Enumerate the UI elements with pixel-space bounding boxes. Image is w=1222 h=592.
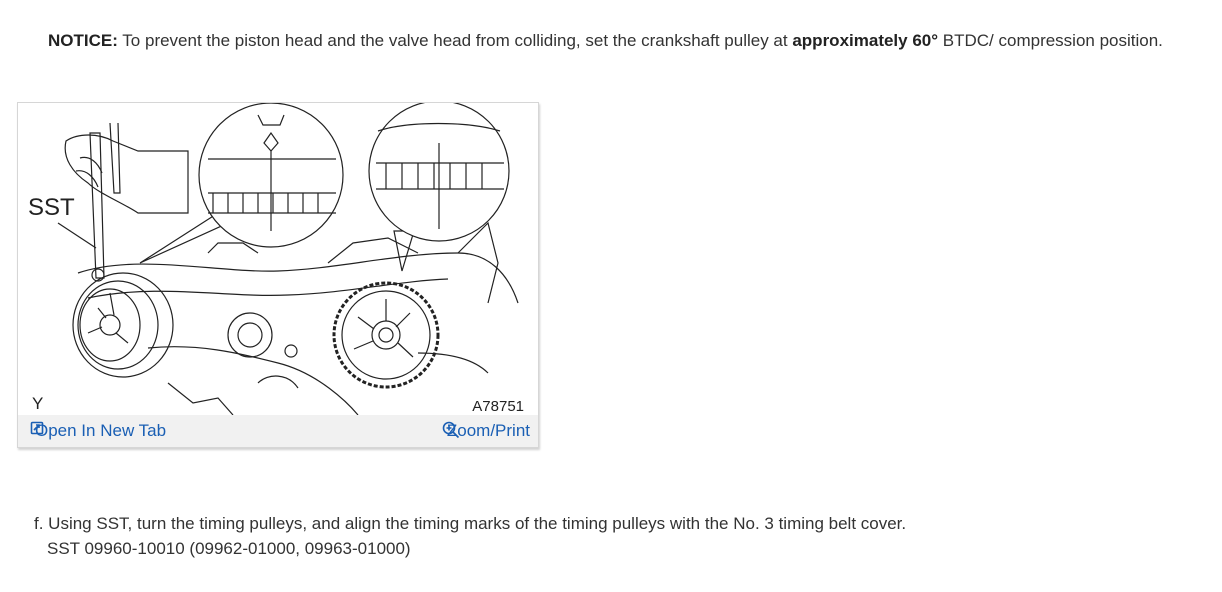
timing-belt-figure — [17, 102, 539, 448]
step-f-line1: f. Using SST, turn the timing pulleys, and align the timing marks of the timing pulleys with the No. 3 timing belt cover. — [34, 514, 907, 533]
figure-action-bar — [18, 415, 538, 447]
notice-text-after: BTDC/ compression position. — [938, 31, 1163, 50]
sst-label: SST — [28, 194, 75, 221]
step-f-sst-numbers: SST 09960-10010 (09962-01000, 09963-01000) — [47, 539, 411, 558]
figure-id-label: A78751 — [472, 398, 524, 415]
sst-tool — [90, 123, 120, 281]
notice-label: NOTICE: — [48, 31, 118, 50]
open-in-new-tab-link[interactable] — [30, 421, 166, 441]
open-in-new-tab-label: Open In New Tab — [35, 421, 167, 440]
y-label: Y — [32, 394, 44, 413]
zoom-print-label: Zoom/Print — [446, 421, 530, 440]
notice-paragraph — [48, 30, 1163, 52]
zoom-print-link[interactable] — [442, 421, 530, 441]
camshaft-timing-pulley — [334, 283, 438, 387]
step-f-paragraph — [34, 511, 906, 561]
crankshaft-pulley — [73, 273, 173, 377]
notice-text-before: To prevent the piston head and the valve head from colliding, set the crankshaft pulley at — [117, 31, 793, 50]
hand — [65, 135, 188, 213]
detail-callout-left — [140, 103, 343, 263]
timing-pulley-illustration — [18, 103, 538, 415]
detail-callout-right — [369, 103, 509, 271]
notice-emphasis: approximately 60° — [792, 31, 939, 50]
